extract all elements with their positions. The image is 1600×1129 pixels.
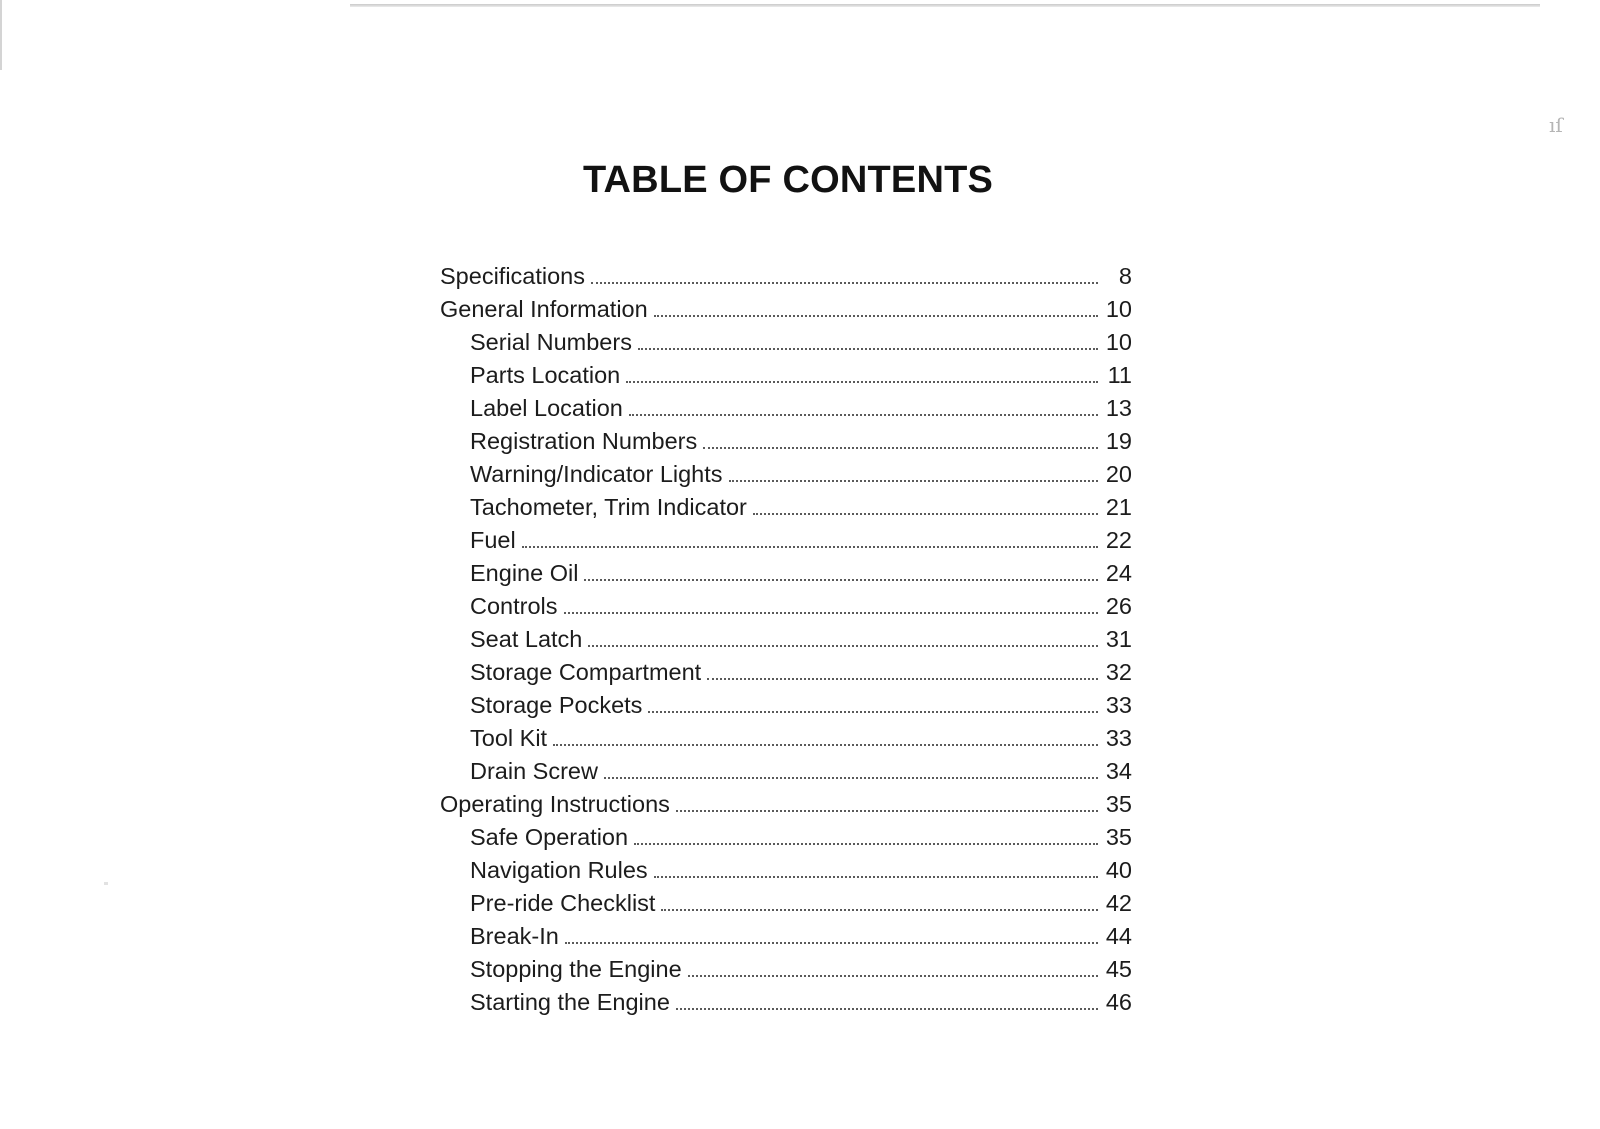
toc-entry-page-number: 44 [1105, 923, 1132, 949]
dot-leader [584, 579, 1098, 581]
toc-entry-label: Tachometer, Trim Indicator [470, 494, 747, 520]
toc-subentry [440, 656, 1132, 689]
toc-entry-page-number: 26 [1105, 593, 1132, 619]
dot-leader [648, 711, 1098, 713]
toc-subentry [440, 887, 1132, 920]
toc-entry-page-number: 21 [1105, 494, 1132, 520]
toc-entry-page-number: 13 [1105, 395, 1132, 421]
toc-subentry [440, 326, 1132, 359]
toc-entry-page-number: 35 [1105, 791, 1132, 817]
dot-leader [626, 381, 1098, 383]
dot-leader [634, 843, 1098, 845]
toc-entry-label: Seat Latch [470, 626, 583, 652]
toc-subentry [440, 359, 1132, 392]
toc-subentry [440, 986, 1132, 1019]
toc-entry-page-number: 11 [1107, 362, 1132, 388]
toc-entry [440, 788, 1132, 821]
toc-entry-page-number: 19 [1105, 428, 1132, 454]
toc-entry-label: Break-In [470, 923, 559, 949]
toc-entry-label: Tool Kit [470, 725, 548, 751]
toc-entry-label: Pre-ride Checklist [470, 890, 656, 916]
toc-entry-label: Storage Compartment [470, 659, 702, 685]
toc-subentry [440, 755, 1132, 788]
table-of-contents [440, 260, 1132, 1019]
dot-leader [688, 975, 1098, 977]
toc-subentry [440, 689, 1132, 722]
toc-entry-label: Controls [470, 593, 558, 619]
toc-subentry [440, 524, 1132, 557]
dot-leader [661, 909, 1098, 911]
dot-leader [591, 282, 1098, 284]
dot-leader [604, 777, 1098, 779]
toc-entry-page-number: 20 [1105, 461, 1132, 487]
toc-subentry [440, 557, 1132, 590]
toc-entry-page-number: 35 [1105, 824, 1132, 850]
dot-leader [565, 942, 1098, 944]
toc-subentry [440, 953, 1132, 986]
toc-entry-label: Safe Operation [470, 824, 629, 850]
toc-subentry [440, 590, 1132, 623]
toc-entry-label: Registration Numbers [470, 428, 698, 454]
toc-entry-page-number: 33 [1105, 692, 1132, 718]
dot-leader [703, 447, 1098, 449]
dot-leader [553, 744, 1098, 746]
dot-leader [676, 1008, 1098, 1010]
toc-entry-label: Parts Location [470, 362, 621, 388]
scan-edge-top [350, 4, 1540, 7]
dot-leader [729, 480, 1098, 482]
toc-subentry [440, 722, 1132, 755]
dot-leader [676, 810, 1098, 812]
toc-subentry [440, 458, 1132, 491]
dot-leader [707, 678, 1098, 680]
toc-entry-page-number: 45 [1105, 956, 1132, 982]
toc-subentry [440, 821, 1132, 854]
toc-entry-label: General Information [440, 296, 648, 322]
dot-leader [629, 414, 1098, 416]
toc-entry [440, 293, 1132, 326]
scan-edge-left [0, 0, 2, 70]
toc-entry-page-number: 40 [1105, 857, 1132, 883]
toc-entry-page-number: 42 [1105, 890, 1132, 916]
toc-subentry [440, 623, 1132, 656]
toc-entry-label: Fuel [470, 527, 516, 553]
toc-entry-page-number: 22 [1105, 527, 1132, 553]
toc-entry-page-number: 46 [1105, 989, 1132, 1015]
dot-leader [522, 546, 1098, 548]
toc-entry-label: Label Location [470, 395, 623, 421]
toc-entry-page-number: 32 [1105, 659, 1132, 685]
toc-entry-label: Specifications [440, 263, 585, 289]
toc-entry-page-number: 34 [1105, 758, 1132, 784]
toc-entry-page-number: 10 [1105, 296, 1132, 322]
toc-entry-label: Navigation Rules [470, 857, 648, 883]
toc-entry-page-number: 10 [1105, 329, 1132, 355]
toc-entry-label: Serial Numbers [470, 329, 632, 355]
dot-leader [564, 612, 1098, 614]
toc-entry-page-number: 33 [1105, 725, 1132, 751]
toc-entry-label: Engine Oil [470, 560, 579, 586]
toc-subentry [440, 491, 1132, 524]
toc-subentry [440, 920, 1132, 953]
dot-leader [638, 348, 1098, 350]
toc-entry-label: Starting the Engine [470, 989, 670, 1015]
toc-entry-page-number: 31 [1105, 626, 1132, 652]
dot-leader [654, 315, 1098, 317]
toc-entry [440, 260, 1132, 293]
toc-entry-label: Warning/Indicator Lights [470, 461, 723, 487]
scan-speck [104, 882, 108, 885]
toc-entry-page-number: 8 [1118, 263, 1132, 289]
toc-subentry [440, 425, 1132, 458]
scan-mark: ıſ [1549, 113, 1563, 137]
toc-entry-label: Storage Pockets [470, 692, 643, 718]
toc-entry-label: Drain Screw [470, 758, 598, 784]
toc-entry-label: Operating Instructions [440, 791, 670, 817]
toc-subentry [440, 392, 1132, 425]
dot-leader [588, 645, 1098, 647]
dot-leader [654, 876, 1098, 878]
toc-entry-label: Stopping the Engine [470, 956, 682, 982]
toc-entry-page-number: 24 [1105, 560, 1132, 586]
toc-subentry [440, 854, 1132, 887]
dot-leader [753, 513, 1098, 515]
page-title: TABLE OF CONTENTS [582, 159, 994, 201]
